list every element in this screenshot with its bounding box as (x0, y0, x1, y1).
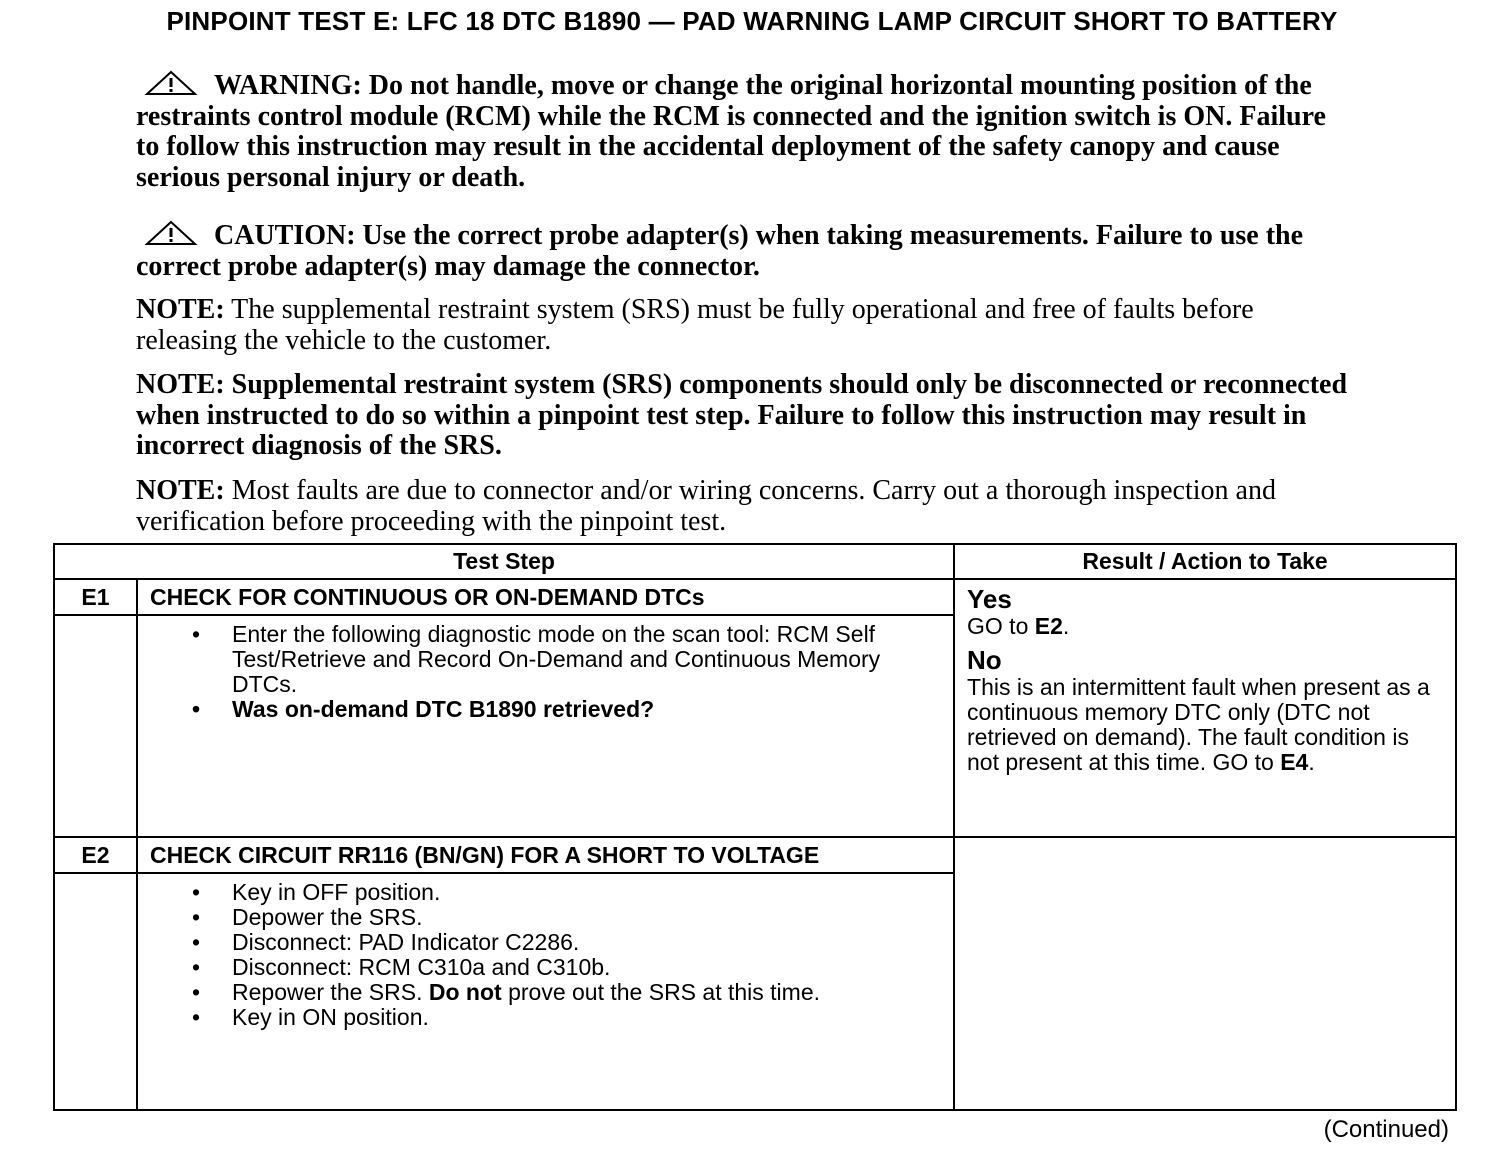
result-no-label: No (967, 645, 1002, 675)
result-yes-prefix: GO to (967, 613, 1035, 639)
note-label: NOTE: (136, 294, 225, 325)
step-id-e1: E1 (54, 579, 137, 615)
warning-text: WARNING: Do not handle, move or change the original horizontal mounting position of the restraints control module (RCM) while the RCM is connected and the ignition switch is ON. Failure to follow this instruction may result in the accidental deployment of the safety canopy and cause serious personal injury or death. (136, 70, 1326, 193)
note-text: NOTE: Supplemental restraint system (SRS) components should only be disconnected or reconnected when instructed to do so within a pinpoint test step. Failure to follow this instruction may result in incorrect diagnosis of the SRS. (136, 369, 1348, 461)
goto-e4-link[interactable]: E4 (1280, 749, 1309, 775)
result-e1 (954, 579, 1456, 837)
result-no-suffix: . (1308, 749, 1315, 775)
list-item: • Disconnect: PAD Indicator C2286. (232, 930, 943, 955)
note-text: The supplemental restraint system (SRS) must be fully operational and free of faults before releasing the vehicle to the customer. (136, 294, 1254, 356)
result-no-action (967, 675, 1447, 775)
list-item: • Disconnect: RCM C310a and C310b. (232, 955, 943, 980)
note-label: NOTE: (136, 475, 225, 506)
list-item: • Was on-demand DTC B1890 retrieved? (232, 697, 943, 722)
continued-label: (Continued) (1323, 1116, 1449, 1143)
warning-triangle-icon (144, 220, 198, 246)
list-item (232, 980, 943, 1005)
step-title-e1: CHECK FOR CONTINUOUS OR ON-DEMAND DTCs (137, 579, 954, 615)
list-item: • Key in OFF position. (232, 880, 943, 905)
pinpoint-test-table (53, 543, 1457, 1111)
page-title: PINPOINT TEST E: LFC 18 DTC B1890 — PAD WARNING LAMP CIRCUIT SHORT TO BATTERY (166, 6, 1338, 36)
result-yes-action (967, 614, 1447, 639)
header-result-action: Result / Action to Take (954, 544, 1456, 579)
result-yes-label: Yes (967, 584, 1012, 614)
note-srs-operational (136, 295, 1356, 356)
step-body-e2 (137, 873, 954, 1110)
result-no-text: This is an intermittent fault when present as a continuous memory DTC only (DTC not retrieved on demand). The fault condition is not present at this time. GO to (967, 674, 1430, 775)
note-faults (136, 476, 1356, 537)
step-id-spacer (54, 873, 137, 1110)
caution-text: CAUTION: Use the correct probe adapter(s) when taking measurements. Failure to use the correct probe adapter(s) may damage the connector. (136, 220, 1304, 282)
header-test-step: Test Step (54, 544, 954, 579)
warning-notice (136, 70, 1356, 193)
bullet-emphasis: Do not (428, 979, 502, 1005)
note-text: Most faults are due to connector and/or wiring concerns. Carry out a thorough inspection and verification before proceeding with the pinpoint test. (136, 475, 1276, 537)
goto-e2-link[interactable]: E2 (1034, 613, 1063, 639)
step-id-e2: E2 (54, 837, 137, 873)
caution-notice (136, 220, 1356, 282)
bullet-text: prove out the SRS at this time. (501, 979, 821, 1005)
list-item: • Key in ON position. (232, 1005, 943, 1030)
step-id-spacer (54, 615, 137, 837)
step-title-e2: CHECK CIRCUIT RR116 (BN/GN) FOR A SHORT TO VOLTAGE (137, 837, 954, 873)
list-item: • Enter the following diagnostic mode on the scan tool: RCM Self Test/Retrieve and Record On-Demand and Continuous Memory DTCs. (232, 622, 943, 697)
bullet-text: Repower the SRS. (232, 979, 429, 1005)
warning-triangle-icon (144, 70, 198, 96)
result-e2 (954, 837, 1456, 1110)
step-body-e1 (137, 615, 954, 837)
note-srs-components (136, 370, 1356, 462)
result-yes-suffix: . (1062, 613, 1070, 639)
list-item: • Depower the SRS. (232, 905, 943, 930)
